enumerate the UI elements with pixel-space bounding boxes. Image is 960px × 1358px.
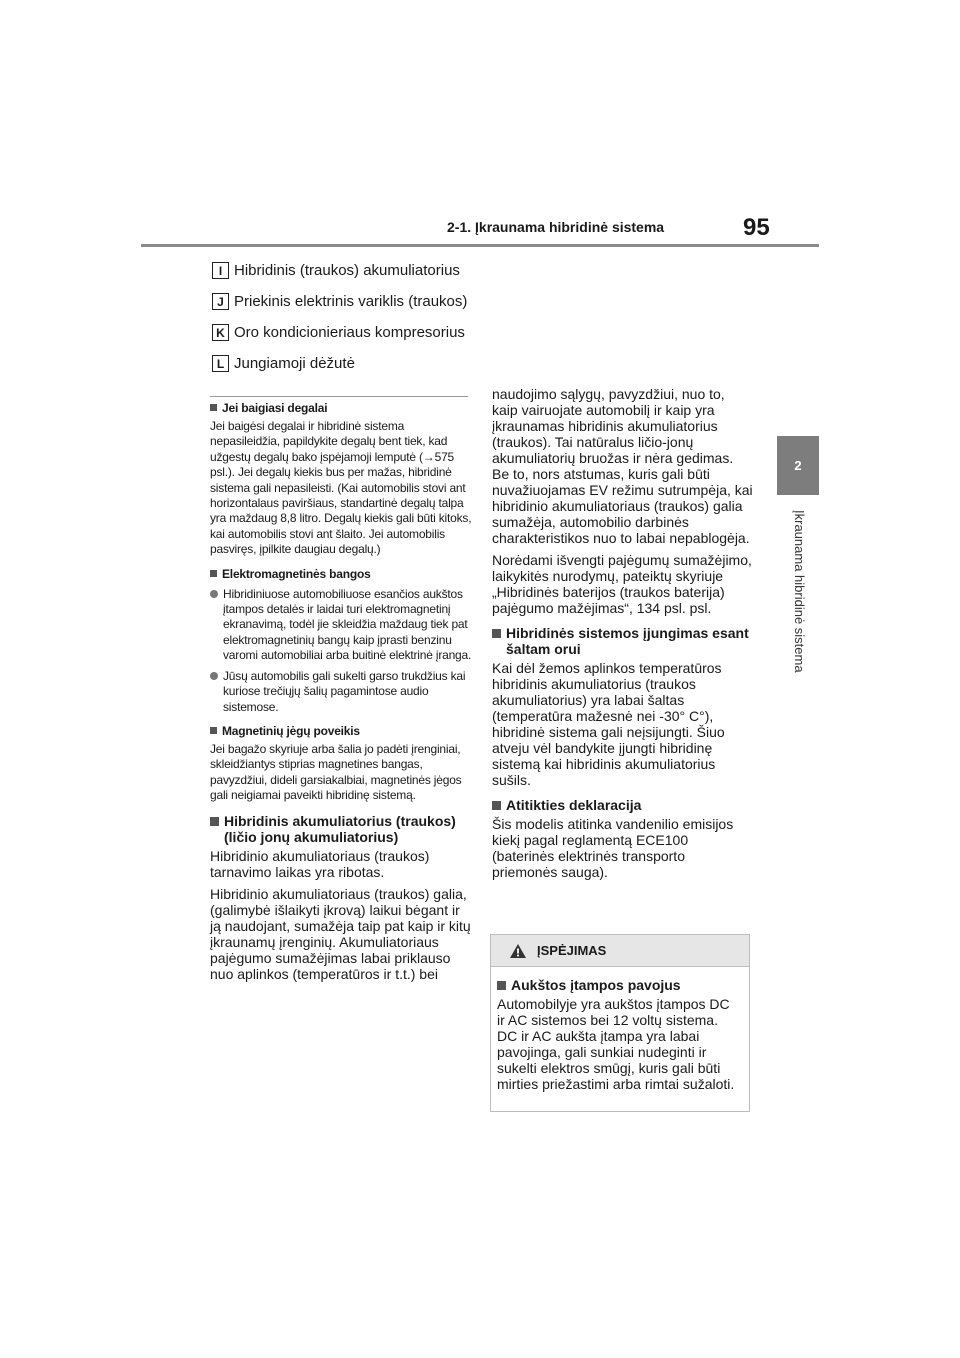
left-column — [210, 401, 472, 988]
round-bullet-icon — [210, 672, 218, 680]
section-heading-em-waves: Elektromagnetinės bangos — [210, 567, 472, 582]
square-bullet-icon — [210, 727, 217, 734]
legend-item-k — [212, 324, 465, 341]
bullet-item: Hibridiniuose automobiliuose esančios aukštos įtampos detalės ir laidai turi elektromagnetinį ekranavimą, todėl jie skleidžia maždaug tiek pat elektromagnetinių bangų kaip įprasti benzinu varomi automobiliai arba buitinė elektrinė įranga. — [210, 587, 472, 664]
warning-title: ĮSPĖJIMAS — [537, 943, 607, 958]
legend-badge: L — [212, 355, 229, 372]
chapter-number: 2 — [794, 458, 802, 473]
warning-box — [490, 934, 750, 1112]
warning-paragraph: Automobilyje yra aukštos įtampos DC ir AC sistemos bei 12 voltų sistema. DC ir AC aukšta įtampa yra labai pavojinga, gali sunkiai nudeginti ir sukelti elektros smūgį, kuris gali būti mirties priežastimi arba rimtai sužaloti. — [497, 996, 735, 1092]
conformity-paragraph: Šis modelis atitinka vandenilio emisijos kiekį pagal reglamentą ECE100 (baterinės elektrinės transporto priemonės sauga). — [492, 816, 734, 880]
legend-text: Priekinis elektrinis variklis (traukos) — [234, 293, 468, 310]
cold-start-paragraph: Kai dėl žemos aplinkos temperatūros hibridinis akumuliatorius (traukos akumuliatorius) yra labai šaltas (temperatūra mažesnė nei -30° C°), hibridinė sistema gali neįsijungti. Šiuo atveju vėl bandykite įjungti hibridinę sistemą kai hibridinis akumuliatorius sušils. — [492, 660, 725, 788]
square-bullet-icon — [492, 629, 501, 638]
chapter-tab — [777, 436, 819, 495]
section-title: 2-1. Įkraunama hibridinė sistema — [447, 219, 665, 235]
warning-heading: Aukštos įtampos pavojus — [497, 977, 741, 993]
bullet-item: Jūsų automobilis gali sukelti garso trukdžius kai kuriose trečiųjų šalių pagamintose audio sistemose. — [210, 669, 472, 715]
round-bullet-icon — [210, 590, 218, 598]
right-column — [492, 386, 754, 886]
legend-badge: K — [212, 324, 229, 341]
section-divider — [210, 396, 468, 397]
square-bullet-icon — [210, 570, 217, 577]
legend-badge: I — [212, 262, 229, 279]
legend-text: Oro kondicionieriaus kompresorius — [234, 324, 465, 341]
section-heading-fuel: Jei baigiasi degalai — [210, 401, 472, 416]
battery-continued-paragraph: naudojimo sąlygų, pavyzdžiui, nuo to, kaip vairuojate automobilį ir kaip yra įkraunamas hibridinis akumuliatorius (traukos). Tai natūralus ličio-jonų akumuliatorių bruožas ir nėra gedimas. Be to, nors atstumas, kuris gali būti nuvažiuojamas EV režimu sutrumpėja, kai hibridinio akumuliatoriaus (traukos) galia sumažėja, automobilio darbinės charakteristikos nuo to labai nepablogėja. — [492, 386, 753, 546]
page-number: 95 — [743, 214, 770, 241]
square-bullet-icon — [210, 404, 217, 411]
square-bullet-icon — [210, 817, 219, 826]
warning-triangle-icon — [509, 943, 527, 959]
legend-item-l — [212, 355, 355, 372]
section-heading-battery: Hibridinis akumuliatorius (traukos) (ličio jonų akumuliatorius) — [210, 813, 472, 845]
legend-text: Jungiamoji dėžutė — [234, 355, 355, 372]
square-bullet-icon — [492, 801, 501, 810]
section-heading-magnetic: Magnetinių jėgų poveikis — [210, 724, 472, 739]
battery-paragraph: Hibridinio akumuliatoriaus (traukos) tarnavimo laikas yra ribotas. — [210, 847, 430, 880]
fuel-paragraph: Jei baigėsi degalai ir hibridinė sistema nepasileidžia, papildykite degalų bent tiek, kad užgestų degalų bako įspėjamoji lemputė (→575 psl.). Jei degalų kiekis bus per mažas, hibridinė sistema gali nepasileisti. (Kai automobilis stovi ant horizontalaus paviršiaus, standartinė degalų talpa yra maždaug 8,8 litro. Degalų kiekis gali būti kitoks, kai automobilis stovi ant šlaito. Jei automobilis pasviręs, įpilkite daugiau degalų.) — [210, 419, 472, 557]
warning-header — [491, 935, 749, 967]
legend-text: Hibridinis (traukos) akumuliatorius — [234, 262, 460, 279]
battery-paragraph: Hibridinio akumuliatoriaus (traukos) galia, (galimybė išlaikyti įkrovą) laikui bėgant ir ją naudojant, sumažėja taip pat kaip ir kitų įkraunamų įrenginių. Akumuliatoriaus pajėgumo sumažėjimas labai priklauso nuo aplinkos (temperatūros ir t.t.) bei — [210, 885, 471, 982]
section-heading-cold-start: Hibridinės sistemos įjungimas esant šaltam orui — [492, 625, 754, 657]
chapter-side-label: Įkraunama hibridinė sistema — [792, 510, 807, 673]
legend-item-i — [212, 262, 460, 279]
section-heading-conformity: Atitikties deklaracija — [492, 797, 754, 813]
magnetic-paragraph: Jei bagažo skyriuje arba šalia jo padėti įrenginiai, skleidžiantys stiprias magnetines bangas, pavyzdžiui, dideli garsiakalbiai, magnetinės jėgos gali neigiamai paveikti hibridinę sistemą. — [210, 741, 462, 803]
square-bullet-icon — [497, 981, 506, 990]
legend-item-j — [212, 293, 467, 310]
capacity-paragraph: Norėdami išvengti pajėgumų sumažėjimo, laikykitės nurodymų, pateiktų skyriuje „Hibridinės baterijos (traukos baterija) pajėgumo mažėjimas“, 134 psl. psl. — [492, 552, 752, 616]
warning-body — [491, 967, 749, 1092]
header-rule — [141, 244, 819, 247]
legend-badge: J — [212, 293, 229, 310]
